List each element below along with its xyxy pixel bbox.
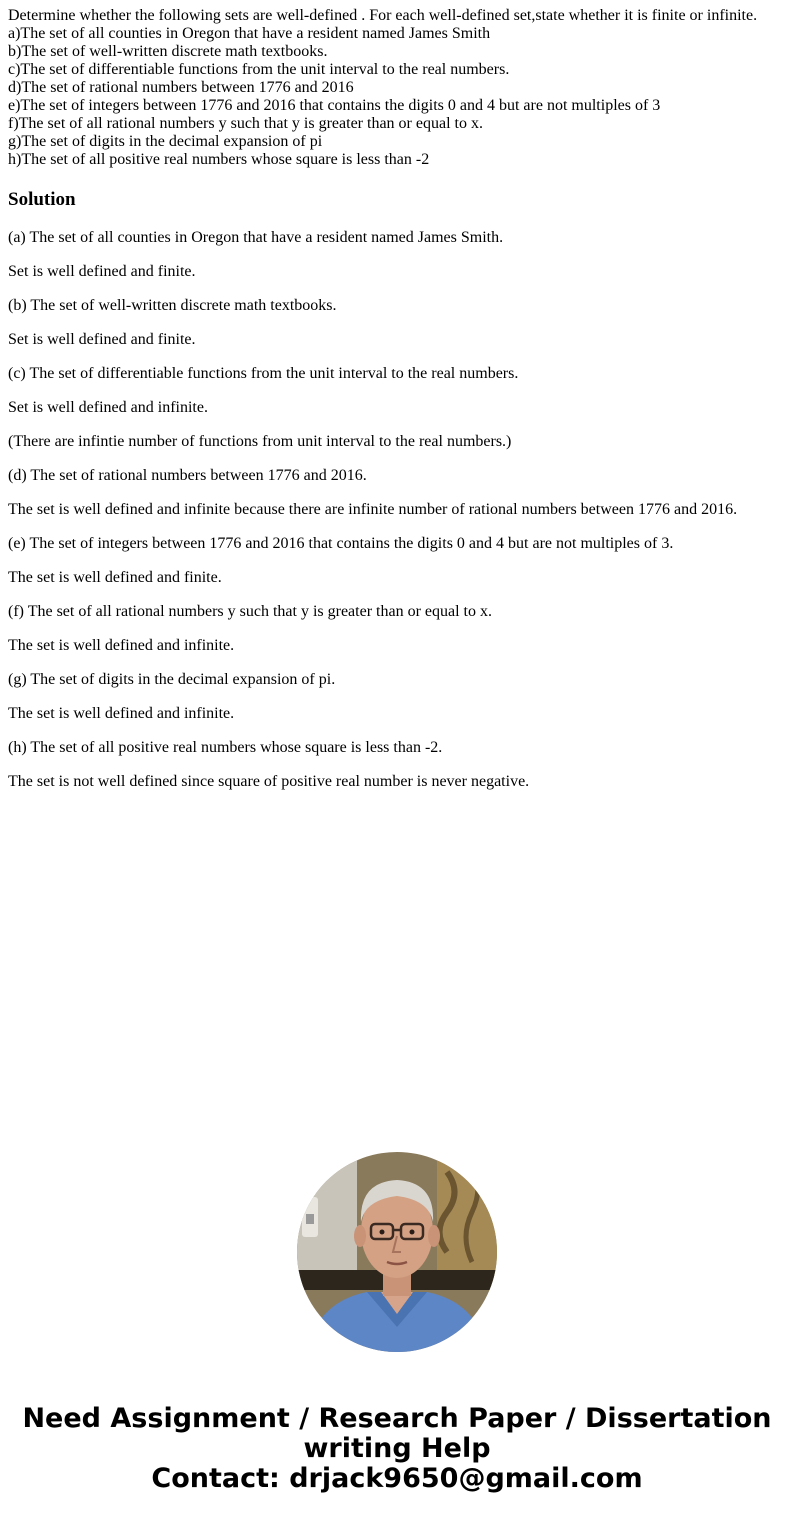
answer-b-statement: (b) The set of well-written discrete math textbooks. <box>8 297 337 314</box>
question-block <box>8 7 788 169</box>
answer-d-statement: (d) The set of rational numbers between 1776 and 2016. <box>8 467 367 484</box>
footer-contact-email: Contact: drjack9650@gmail.com <box>151 1463 643 1494</box>
question-item-b: b)The set of well-written discrete math textbooks. <box>8 43 328 60</box>
solution-heading: Solution <box>8 189 76 210</box>
answer-c-note: (There are infintie number of functions from unit interval to the real numbers.) <box>8 433 512 450</box>
question-intro: Determine whether the following sets are well-defined . For each well-defined set,state whether it is finite or infinite. <box>8 7 758 24</box>
answer-e-statement: (e) The set of integers between 1776 and 2016 that contains the digits 0 and 4 but are not multiples of 3. <box>8 535 674 552</box>
question-item-d: d)The set of rational numbers between 1776 and 2016 <box>8 79 354 96</box>
answer-f-verdict: The set is well defined and infinite. <box>8 637 235 654</box>
tutor-portrait-icon <box>297 1152 497 1352</box>
answer-h-statement: (h) The set of all positive real numbers whose square is less than -2. <box>8 739 443 756</box>
contact-footer <box>0 1404 794 1494</box>
tutor-avatar <box>297 1152 497 1352</box>
footer-line-2: writing Help <box>303 1433 491 1464</box>
question-item-e: e)The set of integers between 1776 and 2016 that contains the digits 0 and 4 but are not multiples of 3 <box>8 97 661 114</box>
question-item-c: c)The set of differentiable functions from the unit interval to the real numbers. <box>8 61 510 78</box>
answer-a-statement: (a) The set of all counties in Oregon that have a resident named James Smith. <box>8 229 504 246</box>
solution-body <box>8 229 788 807</box>
answer-b-verdict: Set is well defined and finite. <box>8 331 196 348</box>
answer-e-verdict: The set is well defined and finite. <box>8 569 222 586</box>
answer-c-verdict: Set is well defined and infinite. <box>8 399 208 416</box>
footer-line-1: Need Assignment / Research Paper / Dissertation <box>22 1403 772 1434</box>
answer-a-verdict: Set is well defined and finite. <box>8 263 196 280</box>
question-item-f: f)The set of all rational numbers y such that y is greater than or equal to x. <box>8 115 483 132</box>
question-item-h: h)The set of all positive real numbers whose square is less than -2 <box>8 151 430 168</box>
answer-d-verdict: The set is well defined and infinite because there are infinite number of rational numbers between 1776 and 2016. <box>8 501 738 518</box>
question-item-a: a)The set of all counties in Oregon that have a resident named James Smith <box>8 25 491 42</box>
question-item-g: g)The set of digits in the decimal expansion of pi <box>8 133 323 150</box>
answer-c-statement: (c) The set of differentiable functions from the unit interval to the real numbers. <box>8 365 519 382</box>
answer-f-statement: (f) The set of all rational numbers y such that y is greater than or equal to x. <box>8 603 492 620</box>
answer-h-verdict: The set is not well defined since square of positive real number is never negative. <box>8 773 530 790</box>
answer-g-statement: (g) The set of digits in the decimal expansion of pi. <box>8 671 336 688</box>
answer-g-verdict: The set is well defined and infinite. <box>8 705 235 722</box>
